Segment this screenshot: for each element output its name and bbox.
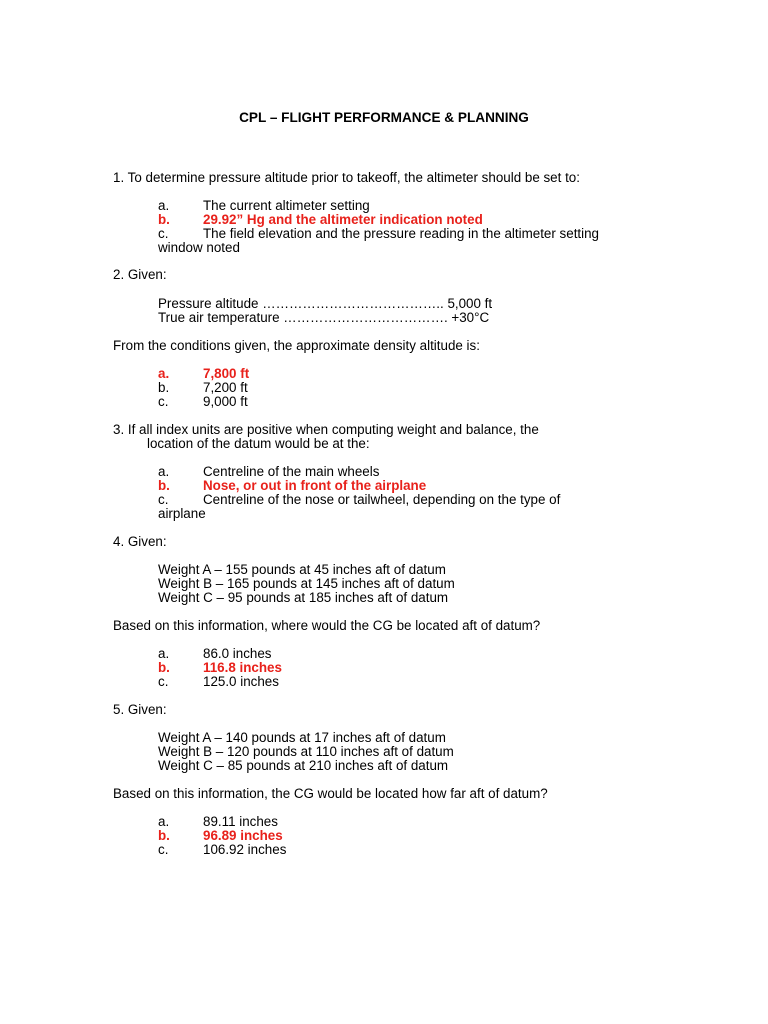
question-4-question: Based on this information, where would the CG be located aft of datum? — [113, 618, 541, 633]
option-text: 125.0 inches — [203, 674, 279, 689]
question-5-question: Based on this information, the CG would be located how far aft of datum? — [113, 786, 548, 801]
question-5-stem: 5. Given: — [113, 702, 167, 717]
question-5-option-c — [158, 843, 286, 857]
option-text: 7,800 ft — [203, 366, 250, 381]
option-text: 9,000 ft — [203, 394, 248, 409]
option-text: 29.92” Hg and the altimeter indication noted — [203, 212, 483, 227]
option-text: The field elevation and the pressure reading in the altimeter setting — [203, 226, 600, 241]
question-3-stem-line-2: location of the datum would be at the: — [147, 436, 370, 451]
question-2-option-c — [158, 395, 248, 409]
option-text: 96.89 inches — [203, 828, 283, 843]
option-text: 7,200 ft — [203, 380, 248, 395]
option-label: a. — [158, 814, 170, 829]
question-2-given-2: True air temperature ………………………………. +30°C — [158, 310, 490, 325]
option-text: 86.0 inches — [203, 646, 272, 661]
option-label: b. — [158, 828, 170, 843]
option-label: c. — [158, 394, 169, 409]
option-label: b. — [158, 380, 170, 395]
option-label: a. — [158, 646, 170, 661]
question-2-stem: 2. Given: — [113, 267, 167, 282]
question-4-given-3: Weight C – 95 pounds at 185 inches aft of datum — [158, 590, 449, 605]
option-text: 89.11 inches — [203, 814, 278, 829]
question-2-question: From the conditions given, the approximate density altitude is: — [113, 338, 480, 353]
question-4-given-2: Weight B – 165 pounds at 145 inches aft of datum — [158, 576, 455, 591]
option-label: a. — [158, 464, 170, 479]
option-label: c. — [158, 674, 169, 689]
question-5-given-2: Weight B – 120 pounds at 110 inches aft of datum — [158, 744, 454, 759]
question-1-option-c-continuation: window noted — [158, 240, 240, 255]
option-label: a. — [158, 198, 170, 213]
question-4-given-1: Weight A – 155 pounds at 45 inches aft of datum — [158, 562, 446, 577]
option-label: b. — [158, 212, 170, 227]
question-5-given-1: Weight A – 140 pounds at 17 inches aft of datum — [158, 730, 446, 745]
page-title: CPL – FLIGHT PERFORMANCE & PLANNING — [239, 110, 529, 125]
question-4-option-c — [158, 675, 279, 689]
option-text: 106.92 inches — [203, 842, 287, 857]
question-3-option-c — [158, 493, 560, 507]
option-label: a. — [158, 366, 170, 381]
option-label: c. — [158, 842, 169, 857]
option-label: c. — [158, 226, 169, 241]
option-text: Nose, or out in front of the airplane — [203, 478, 427, 493]
question-1-stem: 1. To determine pressure altitude prior to takeoff, the altimeter should be set to: — [113, 170, 580, 185]
option-label: b. — [158, 478, 170, 493]
question-3-option-c-continuation: airplane — [158, 506, 206, 521]
question-3-stem-line-1: 3. If all index units are positive when computing weight and balance, the — [113, 422, 539, 437]
option-text: Centreline of the main wheels — [203, 464, 380, 479]
option-label: c. — [158, 492, 169, 507]
option-text: Centreline of the nose or tailwheel, depending on the type of — [203, 492, 561, 507]
question-2-given-1: Pressure altitude ………………………………….. 5,000 ft — [158, 296, 493, 311]
option-text: 116.8 inches — [203, 660, 282, 675]
question-4-stem: 4. Given: — [113, 534, 167, 549]
option-label: b. — [158, 660, 170, 675]
question-5-given-3: Weight C – 85 pounds at 210 inches aft of datum — [158, 758, 449, 773]
option-text: The current altimeter setting — [203, 198, 370, 213]
